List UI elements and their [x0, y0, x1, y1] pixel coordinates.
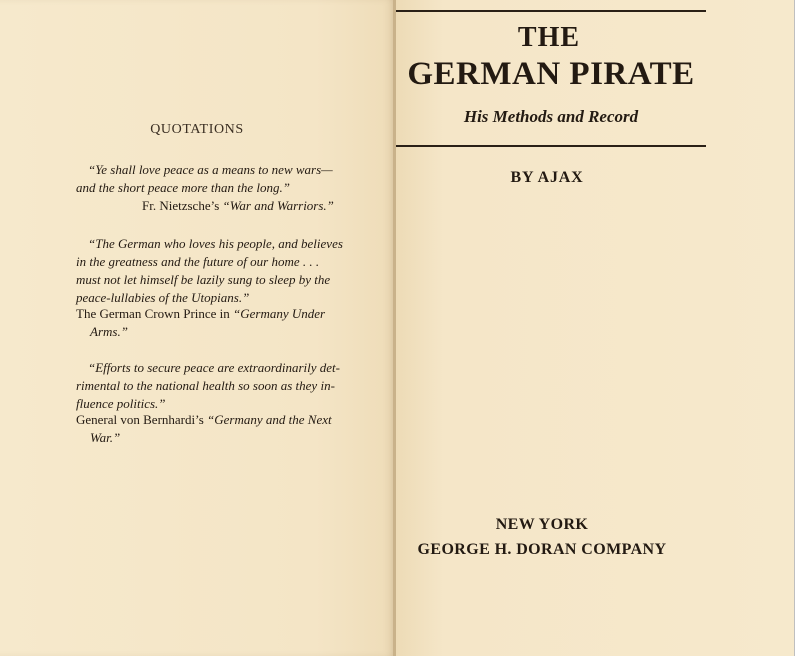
quote-bernhardi	[76, 359, 386, 413]
attribution-work: War.”	[90, 430, 121, 445]
attribution-nietzsche	[142, 197, 334, 215]
attribution-work: “War and Warriors.”	[222, 198, 334, 213]
quote-nietzsche	[76, 161, 386, 197]
quote-line: peace-lullabies of the Utopians.”	[76, 290, 250, 305]
quote-line: “Efforts to secure peace are extraordinarily det-	[88, 360, 341, 375]
attribution-work: Arms.”	[90, 324, 128, 339]
quote-line: “Ye shall love peace as a means to new wars—	[88, 162, 333, 177]
subtitle: His Methods and Record	[463, 107, 639, 126]
imprint-city: NEW YORK	[495, 516, 589, 533]
quote-line: fluence politics.”	[76, 396, 166, 411]
subtitle-rule	[396, 145, 706, 147]
attribution-author: General von Bernhardi’s	[76, 412, 208, 427]
viewer-edge	[794, 0, 802, 656]
quote-line: “The German who loves his people, and believes	[88, 236, 343, 251]
quotations-heading: QUOTATIONS	[150, 122, 244, 137]
quote-line: must not let himself be lazily sung to sleep by the	[76, 272, 331, 287]
quote-crown-prince	[76, 235, 386, 307]
title-line-2: GERMAN PIRATE	[407, 56, 695, 92]
quote-line: and the short peace more than the long.”	[76, 180, 290, 195]
attribution-bernhardi	[76, 411, 332, 429]
top-rule	[396, 10, 706, 12]
imprint-publisher: GEORGE H. DORAN COMPANY	[417, 541, 667, 558]
left-page	[0, 0, 394, 656]
attribution-author: The German Crown Prince in	[76, 306, 234, 321]
attribution-crown-prince-cont	[90, 323, 128, 341]
attribution-work: “Germany Under	[233, 306, 326, 321]
attribution-work: “Germany and the Next	[207, 412, 332, 427]
attribution-crown-prince	[76, 305, 325, 323]
author-line: BY AJAX	[510, 169, 584, 186]
quote-line: in the greatness and the future of our home . . .	[76, 254, 320, 269]
title-line-1: THE	[517, 22, 581, 53]
attribution-bernhardi-cont	[90, 429, 120, 447]
attribution-author: Fr. Nietzsche’s	[142, 198, 223, 213]
quote-line: rimental to the national health so soon as they in-	[76, 378, 335, 393]
